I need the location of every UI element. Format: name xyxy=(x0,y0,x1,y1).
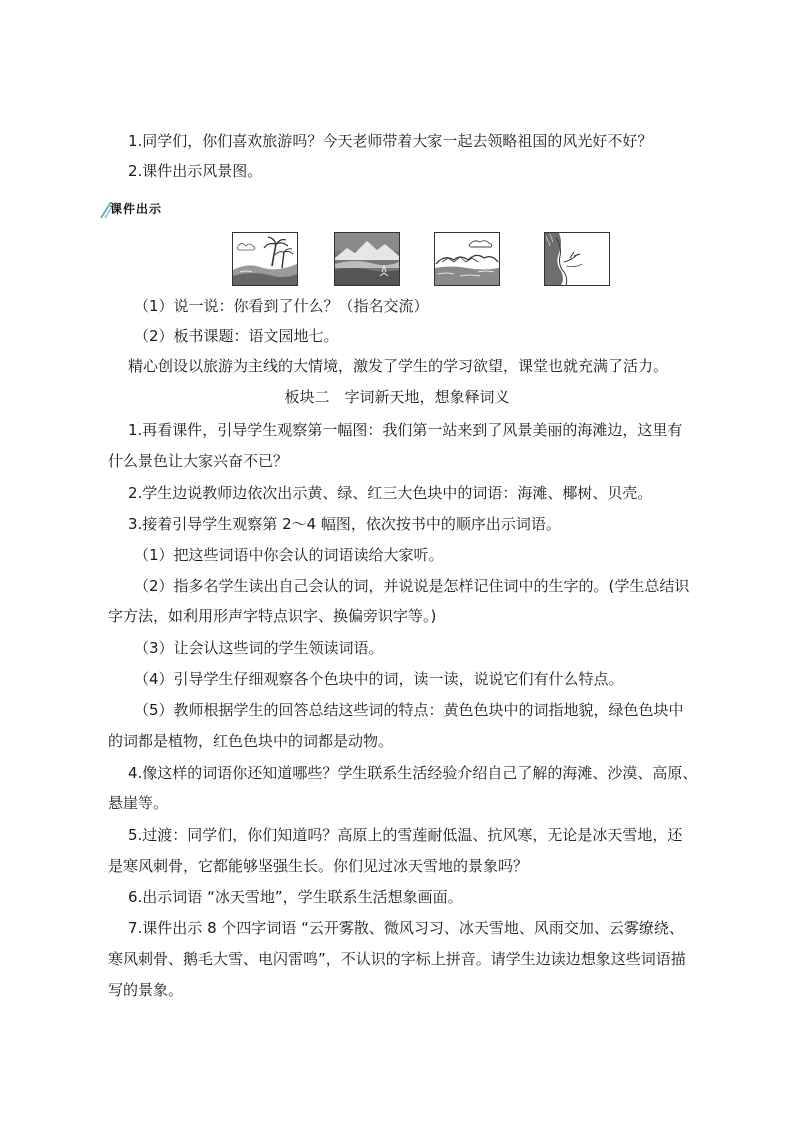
cloud-waves-scene-icon xyxy=(434,232,500,286)
paragraph-4-line-1: 4.像这样的词语你还知道哪些？学生联系生活经验介绍自己了解的海滩、沙漠、高原、 xyxy=(128,764,698,782)
step-board-title: （2）板书课题：语文园地七。 xyxy=(134,327,339,345)
paragraph-3: 3.接着引导学生观察第 2～4 幅图，依次按书中的顺序出示词语。 xyxy=(128,515,561,533)
paragraph-3-item-5-line-1: （5）教师根据学生的回答总结这些词的特点：黄色色块中的词指地貌，绿色色块中 xyxy=(134,701,684,719)
paragraph-7-line-3: 写的景象。 xyxy=(108,981,184,999)
cliff-scene-icon xyxy=(544,232,610,286)
paragraph-1-line-2: 什么景色让大家兴奋不已？ xyxy=(108,452,289,470)
paragraph-3-item-2-line-1: （2）指多名学生读出自己会认的词，并说说是怎样记住词中的生字的。(学生总结识 xyxy=(134,577,690,595)
intro-question-2: 2.课件出示风景图。 xyxy=(128,162,263,180)
paragraph-5-line-1: 5.过渡：同学们，你们知道吗？高原上的雪莲耐低温、抗风寒，无论是冰天雪地，还 xyxy=(128,826,683,844)
landscape-image-clouds xyxy=(434,232,500,286)
paragraph-2: 2.学生边说教师边依次出示黄、绿、红三大色块中的词语：海滩、椰树、贝壳。 xyxy=(128,484,653,502)
design-comment: 精心创设以旅游为主线的大情境，激发了学生的学习欲望，课堂也就充满了活力。 xyxy=(128,357,669,375)
paragraph-5-line-2: 是寒风刺骨，它都能够坚强生长。你们见过冰天雪地的景象吗？ xyxy=(108,857,529,875)
landscape-image-beach xyxy=(232,232,298,286)
intro-question-1: 1.同学们，你们喜欢旅游吗？今天老师带着大家一起去领略祖国的风光好不好？ xyxy=(128,132,653,150)
courseware-label-text: 课件出示 xyxy=(110,202,163,216)
courseware-label xyxy=(98,198,218,220)
snow-mountain-scene-icon xyxy=(334,232,400,286)
step-say: （1）说一说：你看到了什么？（指名交流） xyxy=(134,297,429,315)
paragraph-3-item-1: （1）把这些词语中你会认的词语读给大家听。 xyxy=(134,546,444,564)
paragraph-3-item-5-line-2: 的词都是植物，红色色块中的词都是动物。 xyxy=(108,732,394,750)
paragraph-3-item-4: （4）引导学生仔细观察各个色块中的词，读一读，说说它们有什么特点。 xyxy=(134,670,624,688)
paragraph-3-item-3: （3）让会认这些词的学生领读词语。 xyxy=(134,639,384,657)
paragraph-6: 6.出示词语 “冰天雪地”，学生联系生活想象画面。 xyxy=(128,888,463,906)
paragraph-7-line-2: 寒风刺骨、鹅毛大雪、电闪雷鸣”，不认识的字标上拼音。请学生边读边想象这些词语描 xyxy=(108,950,686,968)
paragraph-7-line-1: 7.课件出示 8 个四字词语 “云开雾散、微风习习、冰天雪地、风雨交加、云雾缭绕、 xyxy=(128,919,684,937)
landscape-image-mountain xyxy=(334,232,400,286)
landscape-image-cliff xyxy=(544,232,610,286)
section-title: 板块二 字词新天地，想象释词义 xyxy=(284,388,510,406)
beach-palm-scene-icon xyxy=(232,232,298,286)
paragraph-3-item-2-line-2: 字方法，如利用形声字特点识字、换偏旁识字等。) xyxy=(108,607,437,625)
paragraph-4-line-2: 悬崖等。 xyxy=(108,794,169,812)
paragraph-1-line-1: 1.再看课件，引导学生观察第一幅图：我们第一站来到了风景美丽的海滩边，这里有 xyxy=(128,421,683,439)
